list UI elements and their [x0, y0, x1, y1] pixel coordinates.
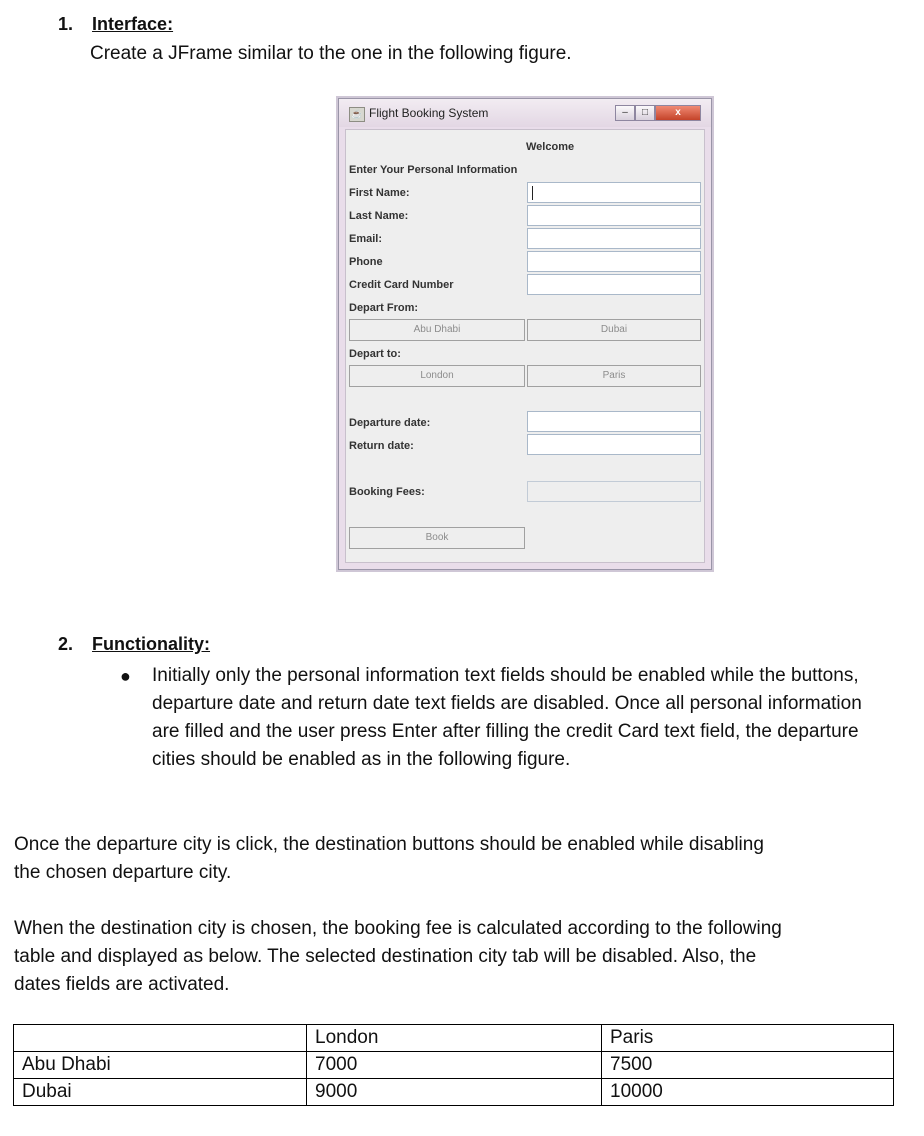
section-2-heading [58, 634, 210, 655]
section-2-title: Functionality: [92, 634, 211, 654]
table-cell: 9000 [307, 1079, 602, 1106]
booking-fee-table [13, 1024, 894, 1106]
minimize-icon[interactable]: – [615, 105, 635, 121]
table-row [14, 1052, 894, 1079]
table-cell: 7500 [602, 1052, 894, 1079]
functionality-bullet-text: Initially only the personal information text fields should be enabled while the buttons, departure date and return date text fields are disabled. Once all personal information are filled and the user press Enter after filling the credit Card text field, the departure cities should be enabled as in the following figure. [152, 665, 862, 770]
section-1-heading [58, 14, 173, 35]
depart-from-label: Depart From: [349, 302, 419, 314]
paris-button[interactable]: Paris [527, 365, 701, 387]
table-cell [14, 1025, 307, 1052]
last-name-label: Last Name: [349, 210, 409, 222]
java-app-icon: ☕ [349, 107, 365, 122]
return-date-field[interactable] [527, 434, 701, 455]
table-cell: Abu Dhabi [14, 1052, 307, 1079]
return-date-label: Return date: [349, 440, 414, 452]
depart-to-label: Depart to: [349, 348, 401, 360]
destination-city-paragraph: When the destination city is chosen, the booking fee is calculated according to the following table and displayed as below. The selected destination city tab will be disabled. Also, the dates fields are activated. [14, 918, 782, 995]
phone-field[interactable] [527, 251, 701, 272]
email-label: Email: [349, 233, 383, 245]
last-name-field[interactable] [527, 205, 701, 226]
email-field[interactable] [527, 228, 701, 249]
section-1-number: 1. [58, 14, 74, 34]
departure-city-paragraph: Once the departure city is click, the destination buttons should be enabled while disabling the chosen departure city. [14, 834, 764, 883]
booking-fees-field [527, 481, 701, 502]
london-button[interactable]: London [349, 365, 525, 387]
credit-card-field[interactable] [527, 274, 701, 295]
table-cell: London [307, 1025, 602, 1052]
credit-card-label: Credit Card Number [349, 279, 454, 291]
first-name-label: First Name: [349, 187, 410, 199]
table-header-row [14, 1025, 894, 1052]
phone-label: Phone [349, 256, 383, 268]
abu-dhabi-button[interactable]: Abu Dhabi [349, 319, 525, 341]
departure-date-field[interactable] [527, 411, 701, 432]
close-icon[interactable]: x [655, 105, 701, 121]
dubai-button[interactable]: Dubai [527, 319, 701, 341]
section-1-title: Interface: [92, 14, 174, 34]
section-1-text: Create a JFrame similar to the one in the following figure. [90, 43, 572, 64]
booking-fees-label: Booking Fees: [349, 486, 425, 498]
book-button[interactable]: Book [349, 527, 525, 549]
section-2-number: 2. [58, 634, 74, 654]
departure-date-label: Departure date: [349, 417, 431, 429]
jframe-title: Flight Booking System [369, 106, 489, 120]
table-cell: Paris [602, 1025, 894, 1052]
bullet-icon: ● [120, 666, 131, 686]
personal-info-heading: Enter Your Personal Information [349, 164, 518, 176]
jframe-content [345, 129, 705, 563]
maximize-icon[interactable]: □ [635, 105, 655, 121]
welcome-label: Welcome [526, 141, 575, 153]
table-row [14, 1079, 894, 1106]
table-cell: 10000 [602, 1079, 894, 1106]
table-cell: Dubai [14, 1079, 307, 1106]
table-cell: 7000 [307, 1052, 602, 1079]
jframe-window [338, 98, 712, 570]
text-caret [532, 186, 533, 200]
jframe-titlebar [339, 99, 711, 127]
first-name-field[interactable] [527, 182, 701, 203]
